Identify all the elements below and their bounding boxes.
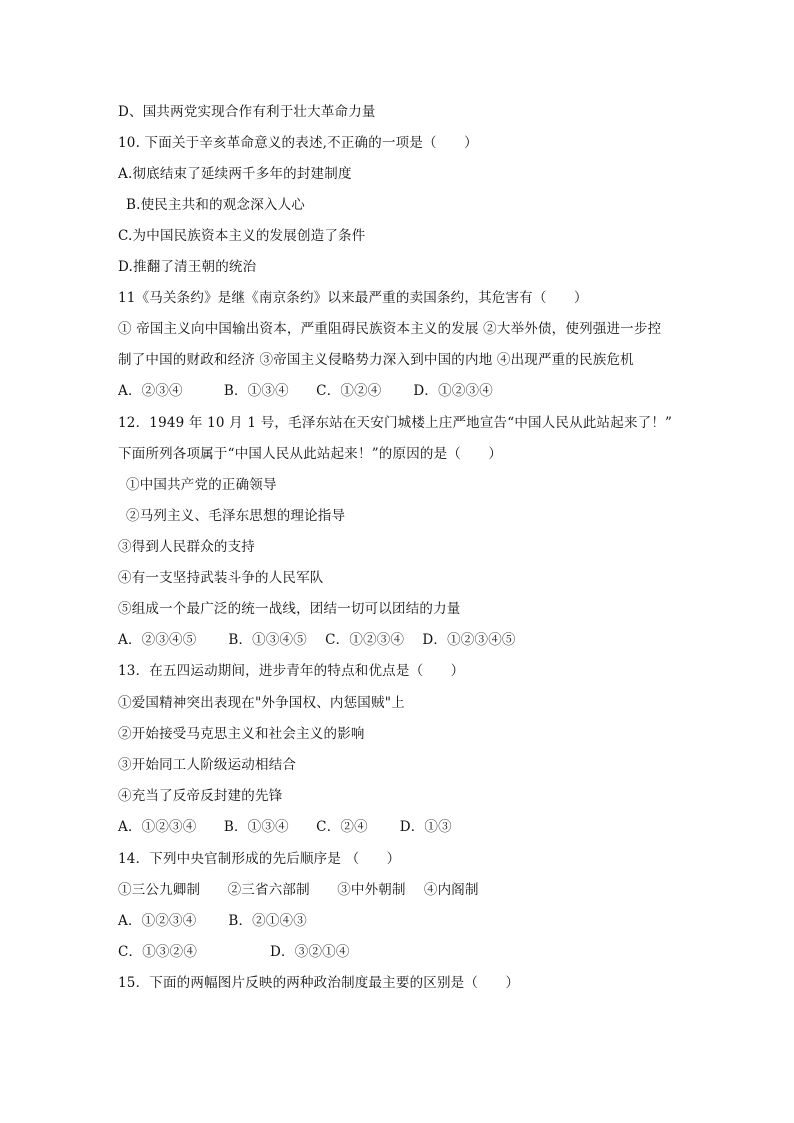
q13-stem: 13．在五四运动期间，进步青年的特点和优点是（ ） <box>118 663 465 679</box>
q11-options: A．②③④ B．①③④ C．①②④ D．①②③④ <box>118 383 493 399</box>
q13-statement-2: ②开始接受马克思主义和社会主义的影响 <box>118 726 365 742</box>
q12-statement-2: ②马列主义、毛泽东思想的理论指导 <box>126 508 346 524</box>
q12-statement-5: ⑤组成一个最广泛的统一战线，团结一切可以团结的力量 <box>118 601 461 617</box>
q14-stem: 14．下列中央官制形成的先后顺序是 （ ） <box>118 851 401 867</box>
q14-options-line1: A．①②③④ B．②①④③ <box>118 913 307 929</box>
q11-stem: 11《马关条约》是继《南京条约》以来最严重的卖国条约，其危害有（ ） <box>118 290 588 306</box>
q10-option-d: D.推翻了清王朝的统治 <box>118 259 257 275</box>
q13-statement-4: ④充当了反帝反封建的先锋 <box>118 788 283 804</box>
q12-statement-4: ④有一支坚持武装斗争的人民军队 <box>118 570 324 586</box>
q12-statement-1: ①中国共产党的正确领导 <box>126 477 277 493</box>
q11-statements-line2: 制了中国的财政和经济 ③帝国主义侵略势力深入到中国的内地 ④出现严重的民族危机 <box>118 352 634 368</box>
q13-statement-1: ①爱国精神突出表现在"外争国权、内惩国贼"上 <box>118 695 405 711</box>
q9-option-d: D、国共两党实现合作有利于壮大革命力量 <box>118 104 376 120</box>
q15-stem: 15．下面的两幅图片反映的两种政治制度最主要的区别是（ ） <box>118 975 520 991</box>
q12-statement-3: ③得到人民群众的支持 <box>118 539 255 555</box>
q13-statement-3: ③开始同工人阶级运动相结合 <box>118 757 297 773</box>
q12-stem-line1: 12．1949 年 10 月 1 号，毛泽东站在天安门城楼上庄严地宣告“中国人民从此站起来了！” <box>118 415 673 431</box>
q13-options: A．①②③④ B．①③④ C．②④ D．①③ <box>118 819 452 835</box>
q10-option-a: A.彻底结束了延续两千多年的封建制度 <box>118 166 352 182</box>
q12-stem-line2: 下面所列各项属于“中国人民从此站起来！”的原因的是（ ） <box>118 446 503 462</box>
q14-statements: ①三公九卿制 ②三省六部制 ③中外朝制 ④内阁制 <box>118 882 479 898</box>
q10-option-b: B.使民主共和的观念深入人心 <box>126 197 306 213</box>
q14-options-line2: C．①③②④ D．③②①④ <box>118 944 350 960</box>
q10-stem: 10. 下面关于辛亥革命意义的表述,不正确的一项是（ ） <box>118 135 478 151</box>
q12-options: A．②③④⑤ B．①③④⑤ C．①②③④ D．①②③④⑤ <box>118 632 516 648</box>
q11-statements-line1: ① 帝国主义向中国输出资本，严重阻碍民族资本主义的发展 ②大举外债，使列强进一步控 <box>118 321 662 337</box>
q10-option-c: C.为中国民族资本主义的发展创造了条件 <box>118 228 366 244</box>
